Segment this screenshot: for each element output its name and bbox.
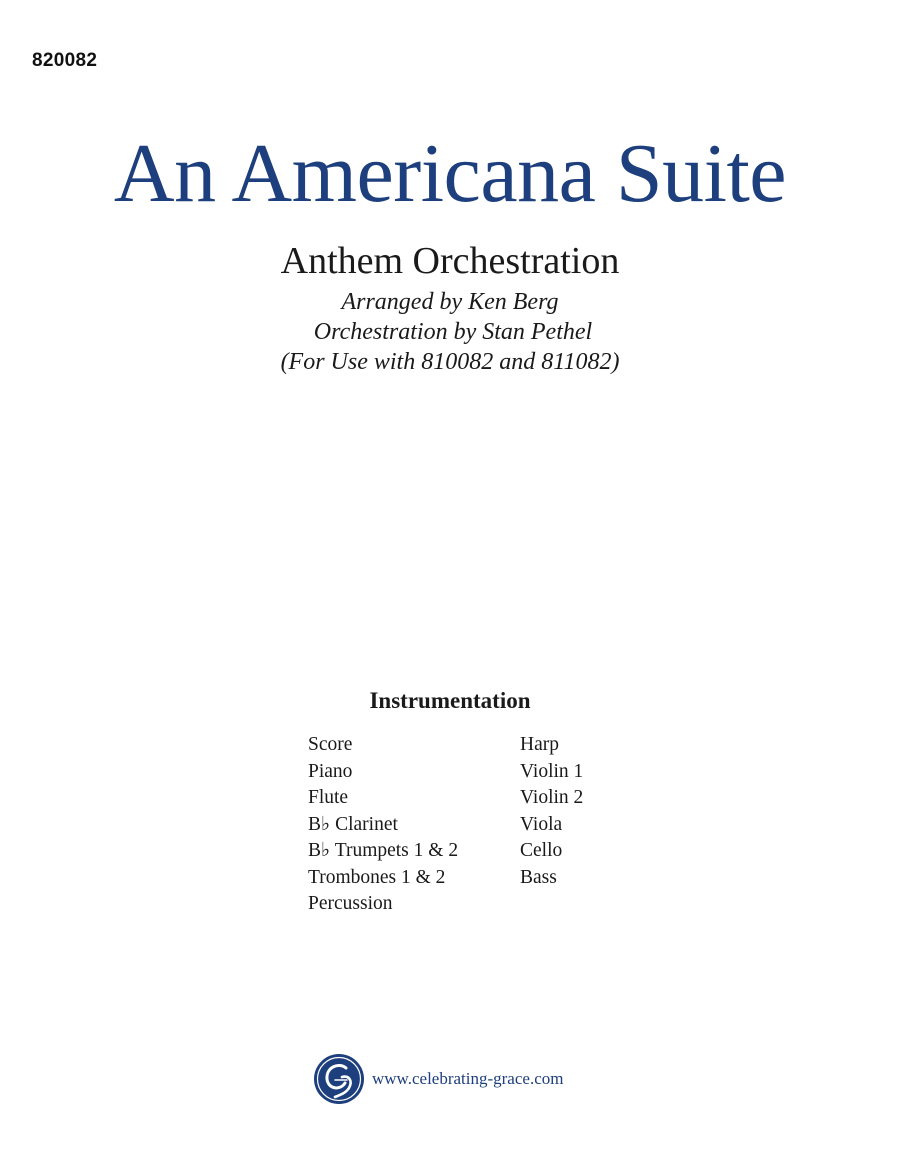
list-item: Viola [520,813,563,835]
list-item: Flute [308,787,349,808]
credit-usage-note: (For Use with 810082 and 811082) [280,349,620,375]
list-item: B♭ Trumpets 1 & 2 [308,840,459,861]
list-item: Harp [520,734,559,755]
instrumentation-left-column [308,732,458,918]
credit-orchestrator: Orchestration by Stan Pethel [307,319,593,345]
credit-arranger: Arranged by Ken Berg [341,289,559,315]
list-item: B♭ Clarinet [308,813,398,835]
catalog-number: 820082 [32,50,98,71]
instrumentation-heading: Instrumentation [369,688,531,713]
list-item: Score [308,734,353,755]
list-item: Trombones 1 & 2 [308,866,446,888]
credits [0,287,900,377]
instrumentation-right-column [520,732,583,891]
footer [313,1053,563,1105]
celebrating-grace-logo-icon [313,1053,365,1105]
list-item: Piano [308,760,353,782]
list-item: Violin 1 [520,760,584,782]
website-link[interactable]: www.celebrating-grace.com [372,1069,564,1088]
list-item: Bass [520,866,557,888]
list-item: Percussion [308,893,393,914]
list-item: Violin 2 [520,787,584,808]
page-title: An Americana Suite [113,127,787,220]
subtitle: Anthem Orchestration [280,240,620,282]
list-item: Cello [520,840,563,861]
